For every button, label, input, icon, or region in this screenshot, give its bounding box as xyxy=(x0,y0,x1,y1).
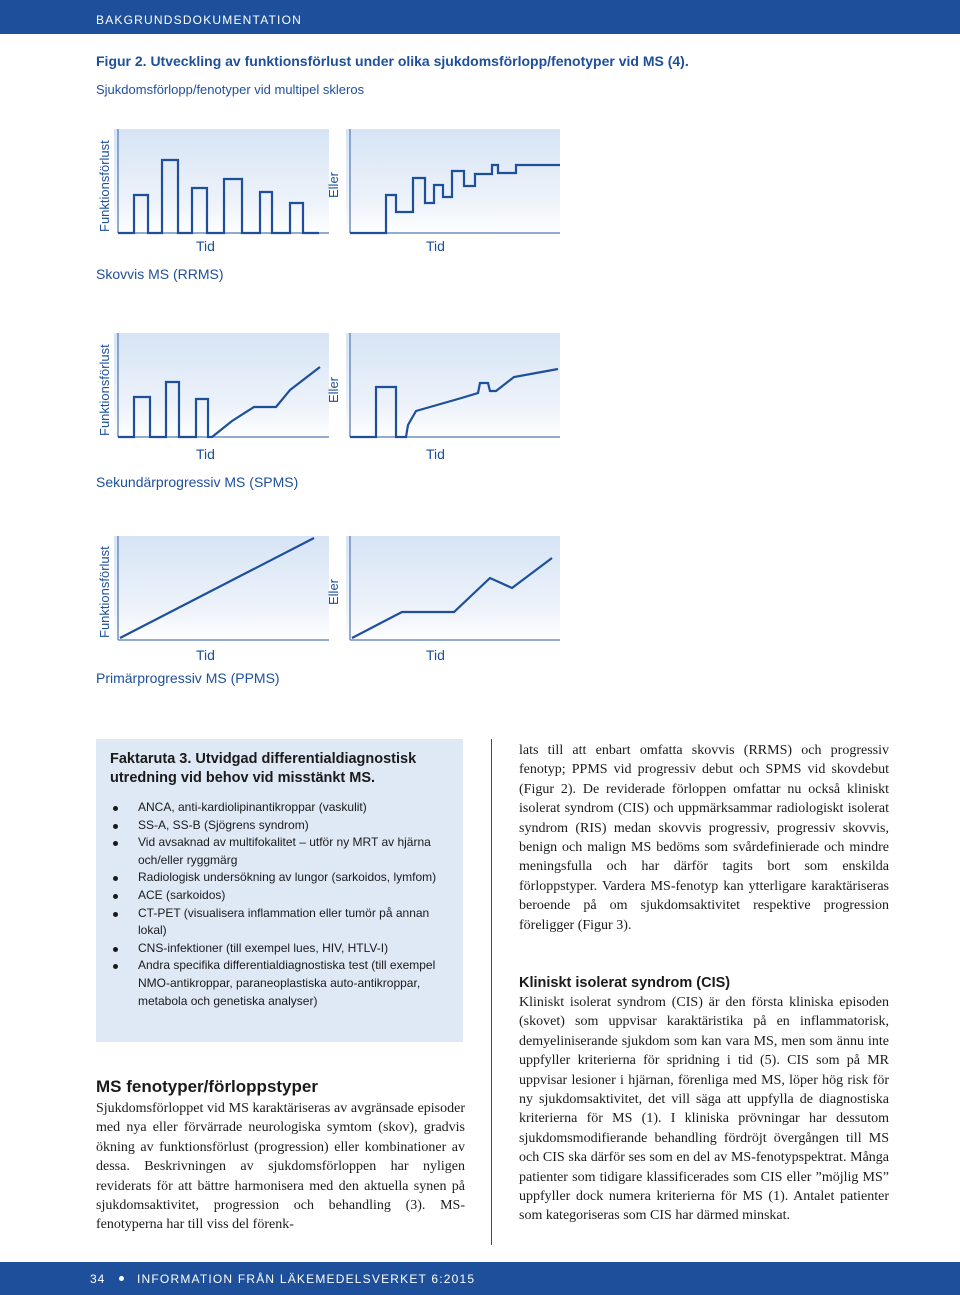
row3-right-plot xyxy=(346,536,560,642)
publication-name: INFORMATION FRÅN LÄKEMEDELSVERKET 6:2015 xyxy=(137,1272,476,1286)
faktaruta-item: ACE (sarkoidos) xyxy=(110,887,451,905)
faktaruta-item: CT-PET (visualisera inflammation eller tumör på annan lokal) xyxy=(110,905,451,940)
row3-left-panel xyxy=(114,536,329,642)
row3-eller: Eller xyxy=(326,578,341,605)
row3-left-ylabel: Funktionsförlust xyxy=(97,546,112,638)
row3-right-xlabel: Tid xyxy=(426,647,445,663)
row1-left-xlabel: Tid xyxy=(196,238,215,254)
row2-right-plot xyxy=(346,333,560,439)
faktaruta-box xyxy=(96,739,463,1042)
row3-left-plot xyxy=(114,536,329,642)
row2-label: Sekundärprogressiv MS (SPMS) xyxy=(96,474,299,490)
row1-label: Skovvis MS (RRMS) xyxy=(96,266,224,282)
column-divider xyxy=(491,739,492,1245)
faktaruta-title: Faktaruta 3. Utvidgad differentialdiagnostisk utredning vid behov vid misstänkt MS. xyxy=(110,751,417,786)
row1-left-plot xyxy=(114,129,329,235)
footer-bar xyxy=(0,1262,960,1295)
page-number: 34 xyxy=(90,1272,106,1286)
figure-title: Figur 2. Utveckling av funktionsförlust under olika sjukdomsförlopp/fenotyper vid MS (4). xyxy=(96,53,689,69)
row3-label: Primärprogressiv MS (PPMS) xyxy=(96,670,280,686)
row1-right-xlabel: Tid xyxy=(426,238,445,254)
row3-right-panel xyxy=(346,536,560,642)
section-heading-cis: Kliniskt isolerat syndrom (CIS) xyxy=(519,975,731,991)
bullet-separator-icon xyxy=(119,1276,124,1281)
section-ms-body: Sjukdomsförloppet vid MS karaktäriseras av avgränsade episoder med nya eller förvärrade neurologiska symtom (skov), gradvis ökning av funktionsförlust (progression) eller kombinationer av dessa. Beskrivningen av sjukdomsförloppen har nyligen reviderats för att bättre harmonisera med den aktuella synen på sjukdomsaktivitet, progression och behandling (3). MS-fenotyperna har till viss del förenk- xyxy=(96,1101,465,1233)
right-column-body: lats till att enbart omfatta skovvis (RRMS) och progressiv fenotyp; PPMS vid progressiv debut och SPMS vid skovdebut (Figur 2). De reviderade förloppen omfattar nu också kliniskt isolerat syndrom (CIS) och uppmärksammar radiologiskt isolerat syndrom (RIS) medan skovvis progressiv, progressiv skovvis, benign och malign MS bedöms som svårdefinierade och mindre meningsfulla och har därför tagits bort som enskilda förloppstyper. Vardera MS-fenotyp kan ytterligare karaktäriseras beroende på om sjukdomsaktivitet respektive progression föreligger (Figur 3). xyxy=(519,743,889,933)
figure-subtitle: Sjukdomsförlopp/fenotyper vid multipel skleros xyxy=(96,82,365,97)
row1-left-ylabel: Funktionsförlust xyxy=(97,140,112,232)
row3-left-xlabel: Tid xyxy=(196,647,215,663)
faktaruta-item: Vid avsaknad av multifokalitet – utför ny MRT av hjärna och/eller ryggmärg xyxy=(110,834,451,869)
faktaruta-item: CNS-infektioner (till exempel lues, HIV, HTLV-I) xyxy=(110,940,451,958)
header-label: BAKGRUNDSDOKUMENTATION xyxy=(96,13,302,27)
row1-eller: Eller xyxy=(326,171,341,198)
row2-eller: Eller xyxy=(326,376,341,403)
row2-left-xlabel: Tid xyxy=(196,446,215,462)
faktaruta-item: Radiologisk undersökning av lungor (sarkoidos, lymfom) xyxy=(110,869,451,887)
section-heading-ms-fenotyper: MS fenotyper/förloppstyper xyxy=(96,1077,318,1096)
row2-right-xlabel: Tid xyxy=(426,446,445,462)
row1-right-plot xyxy=(346,129,560,235)
faktaruta-item: Andra specifika differentialdiagnostiska test (till exempel NMO-antikroppar, paraneoplastiska auto-antikroppar, metabola och genetiska analyser) xyxy=(110,957,451,1010)
row1-left-panel xyxy=(114,129,329,235)
faktaruta-list xyxy=(110,799,451,1010)
row2-left-plot xyxy=(114,333,329,439)
faktaruta-item: ANCA, anti-kardiolipinantikroppar (vaskulit) xyxy=(110,799,451,817)
row2-left-ylabel: Funktionsförlust xyxy=(97,344,112,436)
header-bar xyxy=(0,0,960,34)
cis-body: Kliniskt isolerat syndrom (CIS) är den första kliniska episoden (skovet) som uppvisar karaktäristika på en inflammatorisk, demyeliniserande sjukdom som kan vara MS, men som ännu inte uppfyller kriterierna för spridning i tid (5). CIS som på MR uppvisar lesioner i hjärnan, förenliga med MS, löper hög risk för ny sjukdomsaktivitet, det vill säga att uppfylla de diagnostiska kriterierna för MS (1). I kliniska prövningar har dessutom sjukdomsmodifierande behandling fördröjt övergången till MS och CIS ska därför ses som en del av MS-fenotypspektrat. Många patienter som tidigare klassificerades som CIS eller ”möjlig MS” uppfyller dock numera kriterierna för MS (1). Antalet patienter som kategoriseras som CIS har därmed minskat. xyxy=(519,995,889,1224)
faktaruta-item: SS-A, SS-B (Sjögrens syndrom) xyxy=(110,817,451,835)
